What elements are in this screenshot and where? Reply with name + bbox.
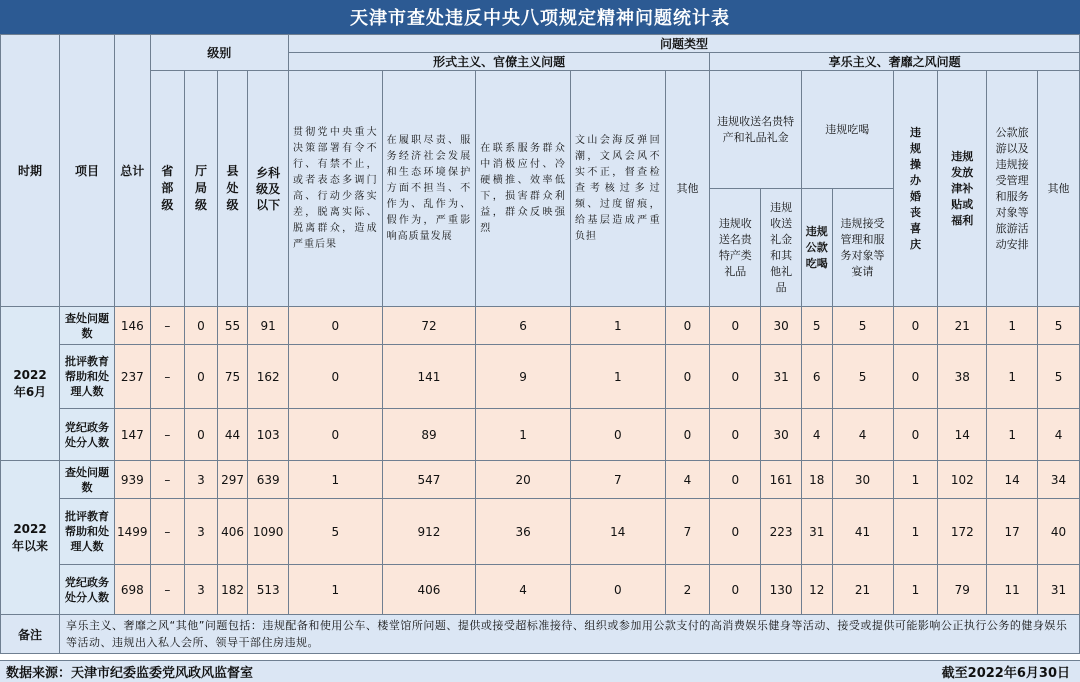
row-item: 查处问题数	[60, 461, 115, 499]
cell: 0	[185, 409, 218, 461]
cell: 130	[761, 565, 802, 615]
cell: 0	[893, 345, 938, 409]
dining-col-public: 违规公款吃喝	[801, 189, 832, 307]
note-row	[1, 615, 1080, 654]
hedonism-col-other: 其他	[1038, 71, 1080, 307]
cell: 89	[382, 409, 476, 461]
table-row	[1, 307, 1080, 345]
cell: 103	[248, 409, 289, 461]
cell: 1	[476, 409, 571, 461]
row-item: 党纪政务处分人数	[60, 565, 115, 615]
cell: 7	[665, 499, 710, 565]
cell: –	[150, 307, 185, 345]
cell: 182	[217, 565, 248, 615]
cell: 0	[893, 307, 938, 345]
cell: 162	[248, 345, 289, 409]
cell: 223	[761, 499, 802, 565]
cell: 161	[761, 461, 802, 499]
table-row	[1, 461, 1080, 499]
cell: 30	[761, 307, 802, 345]
cell: 5	[1038, 345, 1080, 409]
cell: 0	[289, 409, 383, 461]
cell-total: 698	[114, 565, 150, 615]
formalism-col-2: 在履职尽责、服务经济社会发展和生态环境保护方面不担当、不作为、乱作为、假作为，严重影响高质量发展	[382, 71, 476, 307]
cell: 102	[938, 461, 987, 499]
cell: 79	[938, 565, 987, 615]
cell: 72	[382, 307, 476, 345]
cell: 21	[938, 307, 987, 345]
cell: 297	[217, 461, 248, 499]
cell: 0	[570, 409, 665, 461]
hedonism-col-subsidy: 违规发放津补贴或福利	[938, 71, 987, 307]
cell: 30	[832, 461, 893, 499]
cell: 0	[289, 307, 383, 345]
cell: 36	[476, 499, 571, 565]
note-label: 备注	[1, 615, 60, 654]
gift-group-header: 违规收送名贵特产和礼品礼金	[710, 71, 802, 189]
cell-total: 147	[114, 409, 150, 461]
cell: 14	[987, 461, 1038, 499]
cell: 0	[710, 345, 761, 409]
cell: 6	[801, 345, 832, 409]
cell: 1	[893, 461, 938, 499]
level-col-provincial: 省部级	[150, 71, 185, 307]
cell: 0	[665, 409, 710, 461]
cell: 1	[987, 307, 1038, 345]
gift-col-cash: 违规收送礼金和其他礼品	[761, 189, 802, 307]
formalism-col-1: 贯彻党中央重大决策部署有令不行、有禁不止，或者表态多调门高、行动少落实差，脱离实际、脱离群众，造成严重后果	[289, 71, 383, 307]
cell: 2	[665, 565, 710, 615]
cell: 14	[570, 499, 665, 565]
table-row	[1, 409, 1080, 461]
cell: 0	[710, 307, 761, 345]
cell-total: 146	[114, 307, 150, 345]
level-col-bureau: 厅局级	[185, 71, 218, 307]
cell: 0	[710, 565, 761, 615]
cell: –	[150, 461, 185, 499]
cell: 0	[570, 565, 665, 615]
cell: 0	[289, 345, 383, 409]
cell: 1	[289, 565, 383, 615]
cell-total: 939	[114, 461, 150, 499]
cell: 55	[217, 307, 248, 345]
cell: 5	[289, 499, 383, 565]
cell: 1	[289, 461, 383, 499]
hedonism-header: 享乐主义、奢靡之风问题	[710, 53, 1080, 71]
total-header: 总计	[114, 35, 150, 307]
cell: 912	[382, 499, 476, 565]
formalism-col-4: 文山会海反弹回潮，文风会风不实不正，督查检查考核过多过频、过度留痕，给基层造成严重负担	[570, 71, 665, 307]
cell: 44	[217, 409, 248, 461]
cell: 34	[1038, 461, 1080, 499]
row-item: 批评教育帮助和处理人数	[60, 345, 115, 409]
cell: 0	[665, 345, 710, 409]
note-text: 享乐主义、奢靡之风“其他”问题包括：违规配备和使用公车、楼堂馆所问题、提供或接受超标准接待、组织或参加用公款支付的高消费娱乐健身等活动、接受或提供可能影响公正执行公务的健身娱乐等活动、违规出入私人会所、领导干部住房违规。	[60, 615, 1080, 654]
cell: –	[150, 409, 185, 461]
cell: 0	[710, 461, 761, 499]
cell: 17	[987, 499, 1038, 565]
formalism-col-3: 在联系服务群众中消极应付、冷硬横推、效率低下，损害群众利益，群众反映强烈	[476, 71, 571, 307]
row-item: 查处问题数	[60, 307, 115, 345]
cell: 91	[248, 307, 289, 345]
cell: 6	[476, 307, 571, 345]
period-label: 2022年以来	[1, 461, 60, 615]
cell: 4	[832, 409, 893, 461]
dining-col-banquet: 违规接受管理和服务对象等宴请	[832, 189, 893, 307]
cell: 0	[185, 307, 218, 345]
problem-type-header: 问题类型	[289, 35, 1080, 53]
footer	[0, 660, 1080, 682]
cell: 1	[570, 345, 665, 409]
cell-total: 237	[114, 345, 150, 409]
cell: 0	[665, 307, 710, 345]
cell: 1	[987, 409, 1038, 461]
cell: 4	[801, 409, 832, 461]
period-label: 2022年6月	[1, 307, 60, 461]
cell: 5	[832, 307, 893, 345]
cell: 31	[801, 499, 832, 565]
cell: 172	[938, 499, 987, 565]
cell: 4	[665, 461, 710, 499]
row-item: 批评教育帮助和处理人数	[60, 499, 115, 565]
cutoff-date: 截至2022年6月30日	[941, 666, 1070, 681]
table-row	[1, 499, 1080, 565]
sheet-title: 天津市查处违反中央八项规定精神问题统计表	[0, 0, 1080, 34]
table-row	[1, 565, 1080, 615]
cell: 5	[832, 345, 893, 409]
cell: 406	[217, 499, 248, 565]
level-col-township: 乡科级及以下	[248, 71, 289, 307]
cell: 14	[938, 409, 987, 461]
hedonism-col-travel: 公款旅游以及违规接受管理和服务对象等旅游活动安排	[987, 71, 1038, 307]
cell: –	[150, 565, 185, 615]
level-header: 级别	[150, 35, 288, 71]
cell: 38	[938, 345, 987, 409]
cell: 1090	[248, 499, 289, 565]
cell: 639	[248, 461, 289, 499]
cell: 4	[476, 565, 571, 615]
hedonism-col-wedding: 违规操办婚丧喜庆	[893, 71, 938, 307]
cell: 31	[761, 345, 802, 409]
cell: 30	[761, 409, 802, 461]
dining-group-header: 违规吃喝	[801, 71, 893, 189]
data-source: 数据来源：天津市纪委监委党风政风监督室	[6, 666, 254, 681]
formalism-col-other: 其他	[665, 71, 710, 307]
cell: 18	[801, 461, 832, 499]
cell: 75	[217, 345, 248, 409]
cell: 513	[248, 565, 289, 615]
cell: 1	[987, 345, 1038, 409]
cell: 41	[832, 499, 893, 565]
cell: 5	[801, 307, 832, 345]
cell: 40	[1038, 499, 1080, 565]
cell-total: 1499	[114, 499, 150, 565]
cell: 20	[476, 461, 571, 499]
statistics-table	[0, 34, 1080, 654]
cell: –	[150, 499, 185, 565]
cell: 9	[476, 345, 571, 409]
cell: 1	[893, 565, 938, 615]
cell: 3	[185, 461, 218, 499]
cell: 12	[801, 565, 832, 615]
cell: 0	[185, 345, 218, 409]
cell: 11	[987, 565, 1038, 615]
cell: 3	[185, 499, 218, 565]
row-item: 党纪政务处分人数	[60, 409, 115, 461]
item-header: 项目	[60, 35, 115, 307]
cell: 406	[382, 565, 476, 615]
cell: 547	[382, 461, 476, 499]
table-row	[1, 345, 1080, 409]
cell: 5	[1038, 307, 1080, 345]
cell: 3	[185, 565, 218, 615]
cell: –	[150, 345, 185, 409]
cell: 1	[570, 307, 665, 345]
cell: 0	[893, 409, 938, 461]
period-header: 时期	[1, 35, 60, 307]
cell: 21	[832, 565, 893, 615]
cell: 1	[893, 499, 938, 565]
cell: 0	[710, 499, 761, 565]
gift-col-specialty: 违规收送名贵特产类礼品	[710, 189, 761, 307]
level-col-county: 县处级	[217, 71, 248, 307]
cell: 31	[1038, 565, 1080, 615]
cell: 7	[570, 461, 665, 499]
cell: 141	[382, 345, 476, 409]
formalism-header: 形式主义、官僚主义问题	[289, 53, 710, 71]
cell: 4	[1038, 409, 1080, 461]
cell: 0	[710, 409, 761, 461]
